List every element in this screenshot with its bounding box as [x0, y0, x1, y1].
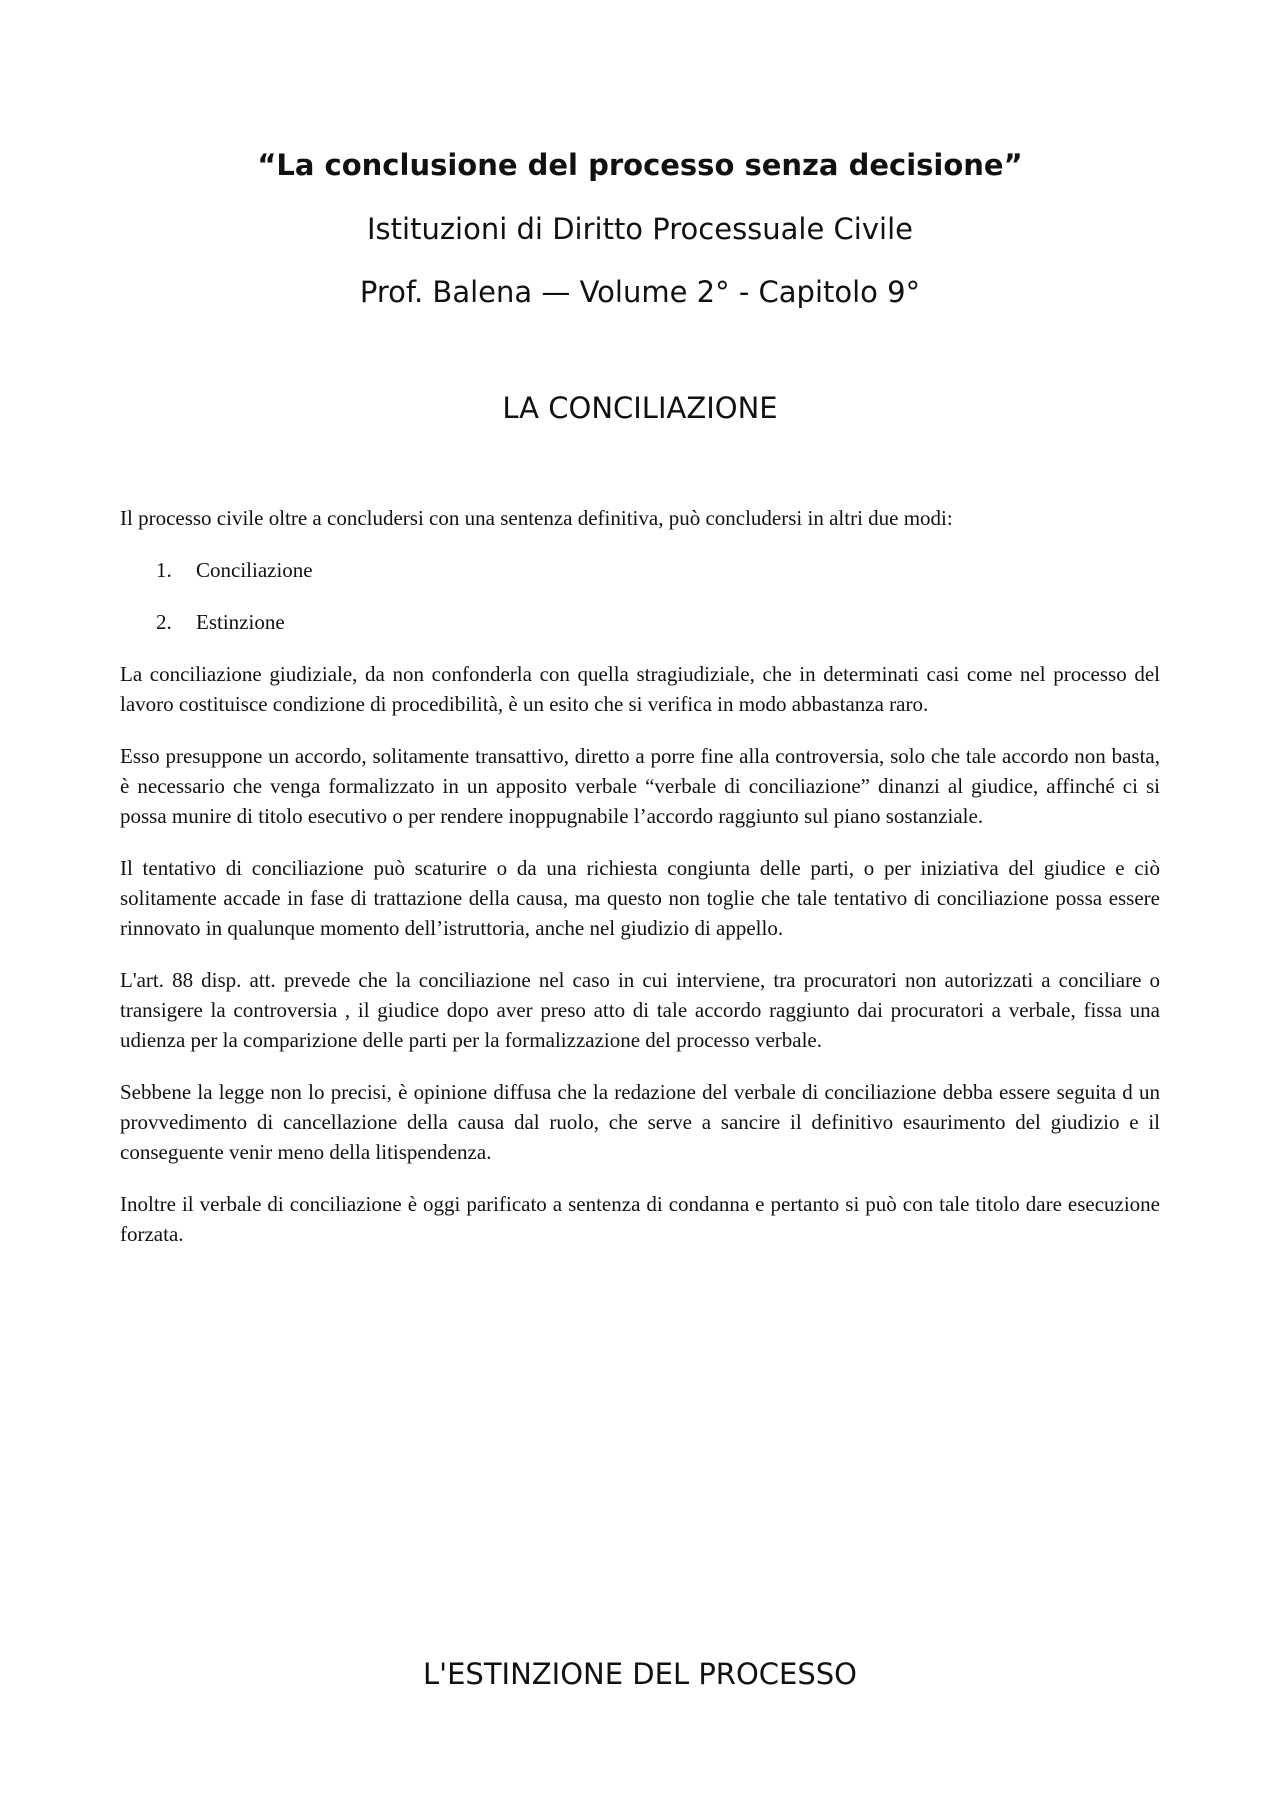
intro-paragraph: Il processo civile oltre a concludersi con una sentenza definitiva, può concludersi in altri due modi:	[120, 506, 953, 530]
list-item-text: Conciliazione	[196, 558, 313, 582]
section-heading-conciliazione: LA CONCILIAZIONE	[502, 391, 778, 425]
list-item-number: 2.	[156, 610, 172, 634]
body-paragraph: Il tentativo di conciliazione può scaturire o da una richiesta congiunta delle parti, o per iniziativa del giudice e ciò solitamente accade in fase di trattazione della causa, ma questo non toglie che tale tentativo di conciliazione possa essere rinnovato in qualunque momento dell’istruttoria, anche nel giudizio di appello.	[120, 856, 1160, 940]
document-author-line: Prof. Balena — Volume 2° - Capitolo 9°	[359, 275, 921, 309]
list-item	[120, 555, 1160, 585]
section-heading-estinzione: L'ESTINZIONE DEL PROCESSO	[422, 1657, 857, 1691]
body-paragraph: Inoltre il verbale di conciliazione è oggi parificato a sentenza di condanna e pertanto si può con tale titolo dare esecuzione forzata.	[120, 1192, 1160, 1246]
list-item-text: Estinzione	[196, 610, 285, 634]
list-item	[120, 607, 1160, 637]
document-title: “La conclusione del processo senza decisione”	[257, 148, 1023, 182]
body-paragraph: Sebbene la legge non lo precisi, è opinione diffusa che la redazione del verbale di conciliazione debba essere seguita d un provvedimento di cancellazione della causa dal ruolo, che serve a sancire il definitivo esaurimento del giudizio e il conseguente venir meno della litispendenza.	[120, 1080, 1160, 1164]
body-paragraph: Esso presuppone un accordo, solitamente transattivo, diretto a porre fine alla controversia, solo che tale accordo non basta, è necessario che venga formalizzato in un apposito verbale “verbale di conciliazione” dinanzi al giudice, affinché ci si possa munire di titolo esecutivo o per rendere inoppugnabile l’accordo raggiunto sul piano sostanziale.	[120, 744, 1160, 828]
list-item-number: 1.	[156, 558, 172, 582]
body-paragraph: La conciliazione giudiziale, da non confonderla con quella stragiudiziale, che in determinati casi come nel processo del lavoro costituisce condizione di procedibilità, è un esito che si verifica in modo abbastanza raro.	[120, 662, 1160, 716]
section-body-conciliazione	[120, 503, 1160, 1271]
body-paragraph: L'art. 88 disp. att. prevede che la conciliazione nel caso in cui interviene, tra procuratori non autorizzati a conciliare o transigere la controversia , il giudice dopo aver preso atto di tale accordo raggiunto dai procuratori a verbale, fissa una udienza per la comparizione delle parti per la formalizzazione del processo verbale.	[120, 968, 1160, 1052]
document-subtitle: Istituzioni di Diritto Processuale Civile	[367, 212, 913, 246]
numbered-list	[120, 555, 1160, 637]
